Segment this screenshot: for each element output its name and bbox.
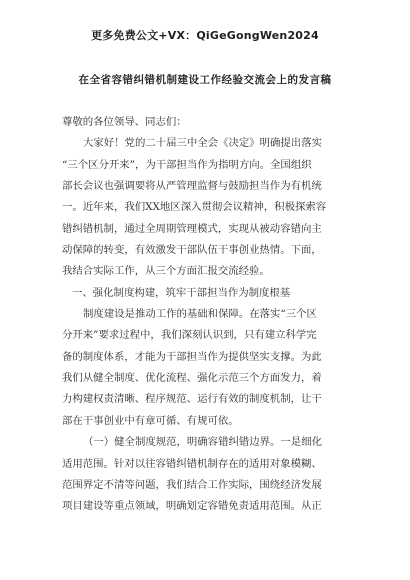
paragraph-line: 项目建设等重点领域，明确划定容错免责适用范围。从正: [62, 500, 322, 513]
paragraph-line: 大家好！党的二十届三中全会《决定》明确提出落实: [83, 137, 322, 150]
paragraph-line: 适用范围。针对以往容错纠错机制存在的适用对象模糊、: [62, 457, 322, 470]
subsection-line: （一）健全制度规范，明确容错纠错边界。一是细化: [83, 436, 322, 449]
document-title: 在全省容错纠错机制建设工作经验交流会上的发言稿: [78, 74, 332, 86]
paragraph-line: “三个区分开来”，为干部担当作为指明方向。全国组织: [62, 158, 312, 171]
paragraph-line: 范围界定不清等问题，我们结合工作实际，围绕经济发展: [62, 478, 322, 491]
paragraph-line: 部长会议也强调要将从严管理监督与鼓励担当作为有机统: [62, 180, 322, 193]
paragraph-line: 错纠错机制，通过全周期管理模式，实现从被动容错向主: [62, 222, 322, 235]
paragraph-line: 动保障的转变，有效激发干部队伍干事创业热情。下面，: [62, 244, 322, 257]
paragraph-line: 部在干事创业中有章可循、有规可依。: [62, 414, 239, 427]
paragraph-line: 力构建权责清晰、程序规范、运行有效的制度机制，让干: [62, 393, 322, 406]
paragraph-line: 分开来”要求过程中，我们深刻认识到，只有建立科学完: [62, 329, 317, 342]
section-heading: 一、强化制度构建，筑牢干部担当作为制度根基: [72, 286, 291, 299]
paragraph-line: 我结合实际工作，从三个方面汇报交流经验。: [62, 265, 270, 278]
document-body: [62, 112, 354, 518]
salutation: 尊敬的各位领导、同志们：: [62, 116, 187, 128]
paragraph-line: 备的制度体系，才能为干部担当作为提供坚实支撑。为此: [62, 350, 322, 363]
paragraph-line: 制度建设是推动工作的基础和保障。在落实“三个区: [83, 308, 317, 321]
promo-header: 更多免费公文+VX：QiGeGongWen2024: [91, 29, 319, 42]
paragraph-line: 一。近年来，我们XX地区深入贯彻会议精神，积极探索容: [62, 201, 327, 214]
paragraph-line: 我们从健全制度、优化流程、强化示范三个方面发力，着: [62, 372, 322, 385]
